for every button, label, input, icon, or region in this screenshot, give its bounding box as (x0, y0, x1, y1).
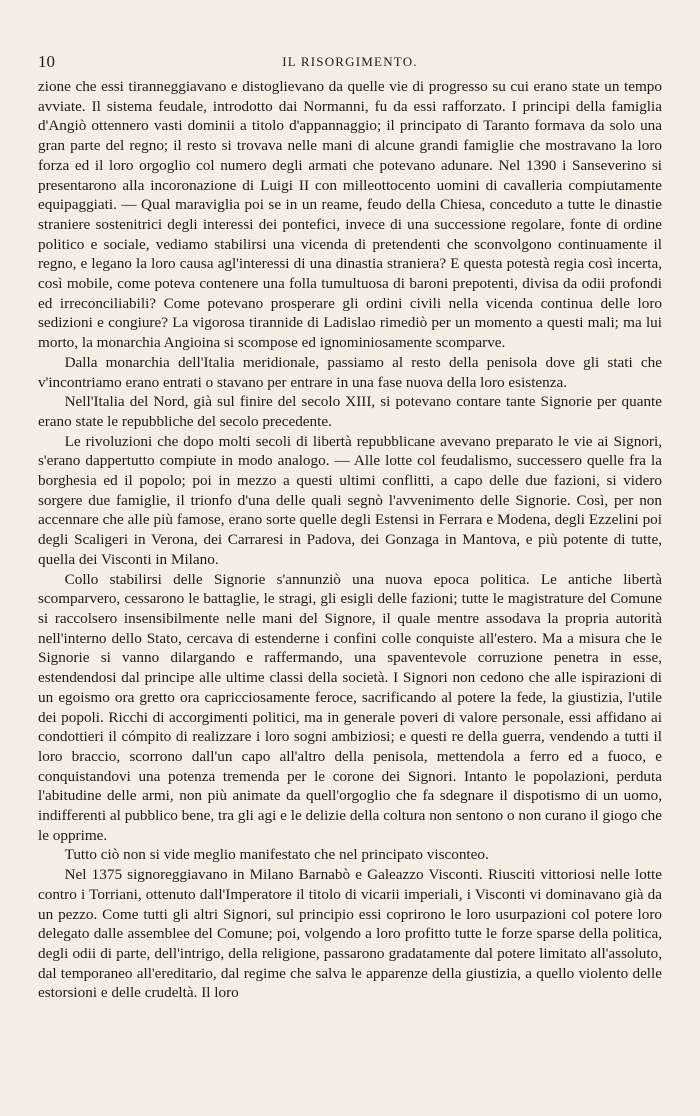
body-text (38, 77, 662, 1003)
paragraph: Tutto ciò non si vide meglio manifestato che nel principato visconteo. (64, 846, 489, 864)
page-header (38, 52, 662, 74)
paragraph: Le rivoluzioni che dopo molti secoli di libertà repubblicane avevano preparato le vie ai Signori, s'erano dappertutto compiute in modo analogo. — Alle lotte col feudalismo, successero quelle fra la borghesia ed il popolo; poi in mezzo a questi ultimi conflitti, a capo delle due fazioni, si videro sorgere due famiglie, il trionfo d'una delle quali segnò l'avvenimento delle Signorie. Così, per non accennare che alle più famose, erano sorte quelle degli Estensi in Ferrara e Modena, degli Ezzelini poi degli Scaligeri in Verona, dei Carraresi in Padova, dei Gonzaga in Mantova, e più potente di tutte, quella dei Visconti in Milano. (38, 432, 662, 568)
running-head: IL RISORGIMENTO. (282, 54, 418, 69)
paragraph: Dalla monarchia dell'Italia meridionale, passiamo al resto della penisola dove gli stati che v'incontriamo erano entrati o stavano per entrare in una fase nuova della loro esistenza. (38, 353, 662, 391)
paragraph-continuation: zione che essi tiranneggiavano e distoglievano da quelle vie di progresso su cui erano state un tempo avviate. Il sistema feudale, introdotto dai Normanni, fu da essi rafforzato. I principi della famiglia d'Angiò ottennero vasti dominii a titolo d'appannaggio; il principato di Taranto formava da solo una gran parte del regno; il resto si trovava nelle mani di alcune grandi famiglie che mostravano la loro forza ed il loro orgoglio col numero degli armati che potevano adunare. Nel 1390 i Sanseverino si presentarono alla incoronazione di Luigi II con milleottocento uomini di cavalleria compiutamente equipaggiati. — Qual maraviglia poi se in un reame, feudo della Chiesa, conceduto a tutte le dinastie straniere sostenitrici degli interessi dei pontefici, invece di una successione regolare, fonte di ordine politico e sociale, vediamo stabilirsi una vicenda di pretendenti che sconvolgono continuamente il regno, e legano la loro causa agl'interessi di una dinastia straniera? E questa potestà regia così incerta, così mobile, come poteva contenere una folla tumultuosa di baroni prepotenti, divisa da odii profondi ed irreconciliabili? Come potevano prosperare gli ordini civili nella vicenda continua delle loro sedizioni e congiure? La vigorosa tirannide di Ladislao rimediò per un momento a questi mali; ma lui morto, la monarchia Angioina si scompose ed ignominiosamente scomparve. (38, 78, 662, 352)
page-number: 10 (38, 52, 55, 71)
paragraph: Nell'Italia del Nord, già sul finire del secolo XIII, si potevano contare tante Signorie per quante erano state le repubbliche del secolo precedente. (38, 393, 662, 430)
paragraph: Nel 1375 signoreggiavano in Milano Barnabò e Galeazzo Visconti. Riusciti vittoriosi nelle lotte contro i Torriani, ottenuto dall'Imperatore il titolo di vicarii imperiali, i Visconti vi dominavano già da un pezzo. Come tutti gli altri Signori, sul principio essi coprirono le loro usurpazioni col potere loro delegato dalle assemblee del Comune; poi, volgendo a loro profitto tutte le forze sparse della politica, degli odii di parte, dell'intrigo, della religione, passarono gradatamente dal potere limitato all'assoluto, dal temporaneo all'ereditario, dal regime che salva le apparenze della giustizia, a quello violento delle estorsioni e delle crudeltà. Il loro (38, 866, 662, 1002)
paragraph: Collo stabilirsi delle Signorie s'annunziò una nuova epoca politica. Le antiche libertà scomparvero, cessarono le battaglie, le stragi, gli esigli delle fazioni; tutte le magistrature del Comune si raccolsero insensibilmente nelle mani del Signore, il quale mentre assodava la propria autorità nell'interno dello Stato, cercava di estenderne i confini colle conquiste all'estero. Ma a misura che le Signorie si vanno dilargando e raffermando, una spaventevole corruzione penetra in esse, estendendosi dal principe alle ultime classi della società. I Signori non cedono che alle ispirazioni di un egoismo ora gretto ora capricciosamente feroce, sacrificando al potere la fede, la giustizia, l'utile dei popoli. Ricchi di accorgimenti politici, ma in generale poveri di valore personale, essi affidano ai condottieri il cómpito di realizzare i loro sogni ambiziosi; e questi re della guerra, vendendo a tutti il loro braccio, scorrono dall'un capo all'altro della penisola, mettendola a ferro ed a fuoco, e conquistandovi una potenza tremenda per le corone dei Signori. Intanto le popolazioni, perduta l'abitudine delle armi, non più animate da quell'orgoglio che fa sdegnare il dispotismo di un uomo, indifferenti al pubblico bene, tra gli agi e le delizie della coltura non sentono o non curano il giogo che le opprime. (38, 570, 662, 844)
